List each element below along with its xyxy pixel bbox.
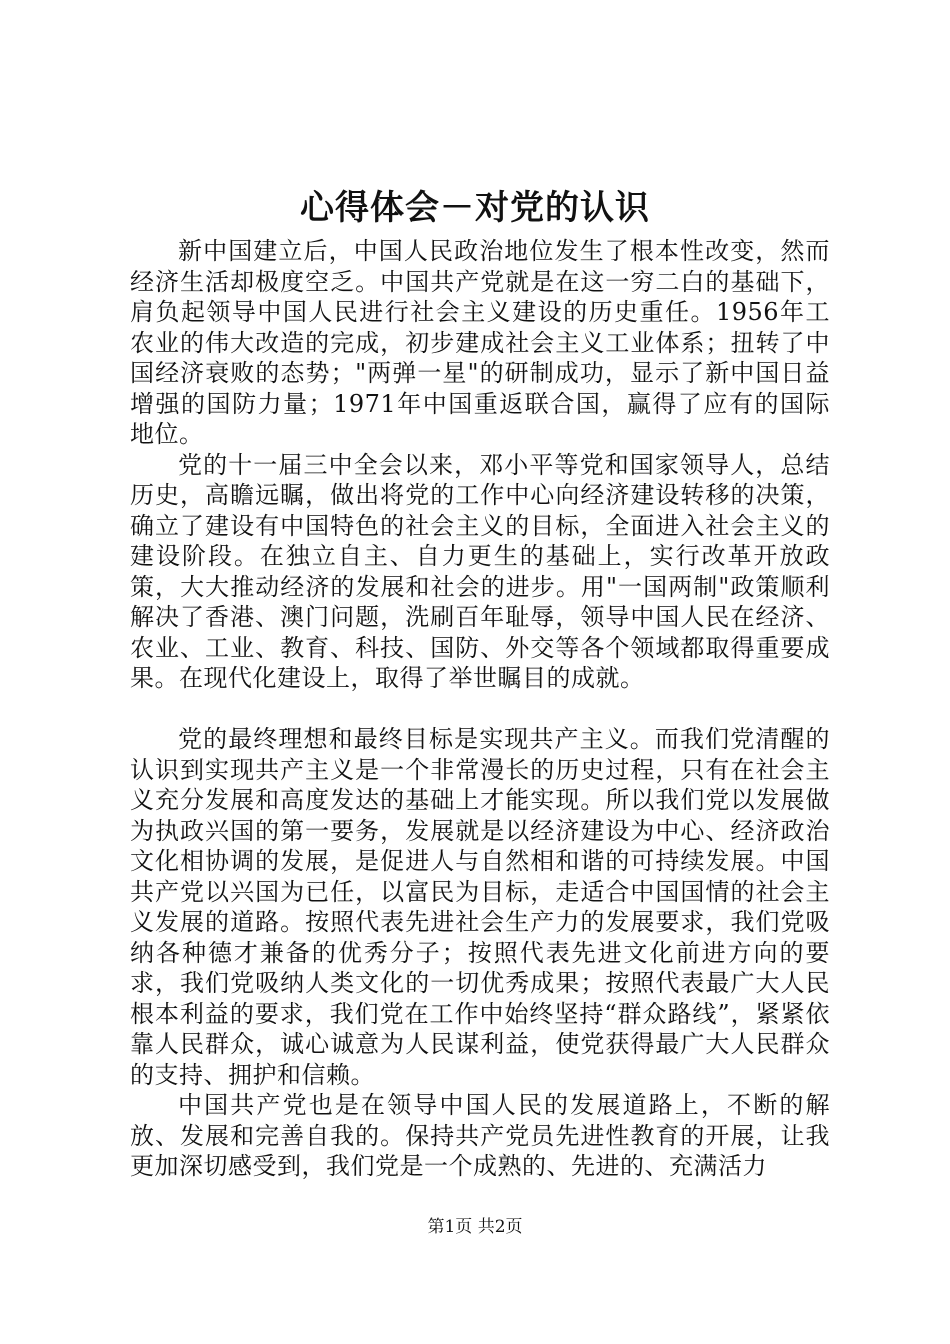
page-footer: 第1页 共2页	[427, 1217, 523, 1237]
paragraph-4: 中国共产党也是在领导中国人民的发展道路上，不断的解放、发展和完善自我的。保持共产党员先进性教育的开展，让我更加深切感受到，我们党是一个成熟的、先进的、充满活力	[130, 1091, 830, 1180]
document-title: 心得体会－对党的认识	[300, 188, 650, 228]
paragraph-1: 新中国建立后，中国人民政治地位发生了根本性改变，然而经济生活却极度空乏。中国共产党就是在这一穷二白的基础下，肩负起领导中国人民进行社会主义建设的历史重任。1956年工农业的伟大改造的完成，初步建成社会主义工业体系；扭转了中国经济衰败的态势；"两弹一星"的研制成功，显示了新中国日益增强的国防力量；1971年中国重返联合国，赢得了应有的国际地位。	[130, 237, 830, 448]
paragraph-2: 党的十一届三中全会以来，邓小平等党和国家领导人，总结历史，高瞻远瞩，做出将党的工作中心向经济建设转移的决策，确立了建设有中国特色的社会主义的目标，全面进入社会主义的建设阶段。在独立自主、自力更生的基础上，实行改革开放政策，大大推动经济的发展和社会的进步。用"一国两制"政策顺利解决了香港、澳门问题，洗刷百年耻辱，领导中国人民在经济、农业、工业、教育、科技、国防、外交等各个领域都取得重要成果。在现代化建设上，取得了举世瞩目的成就。	[130, 450, 830, 692]
paragraph-spacer	[130, 694, 830, 725]
paragraph-3: 党的最终理想和最终目标是实现共产主义。而我们党清醒的认识到实现共产主义是一个非常漫长的历史过程，只有在社会主义充分发展和高度发达的基础上才能实现。所以我们党以发展做为执政兴国的第一要务，发展就是以经济建设为中心、经济政治文化相协调的发展，是促进人与自然相和谐的可持续发展。中国共产党以兴国为已任，以富民为目标，走适合中国国情的社会主义发展的道路。按照代表先进社会生产力的发展要求，我们党吸纳各种德才兼备的优秀分子；按照代表先进文化前进方向的要求，我们党吸纳人类文化的一切优秀成果；按照代表最广大人民根本利益的要求，我们党在工作中始终坚持“群众路线”，紧紧依靠人民群众，诚心诚意为人民谋利益，使党获得最广大人民群众的支持、拥护和信赖。	[130, 725, 830, 1089]
document-body	[130, 236, 830, 1182]
